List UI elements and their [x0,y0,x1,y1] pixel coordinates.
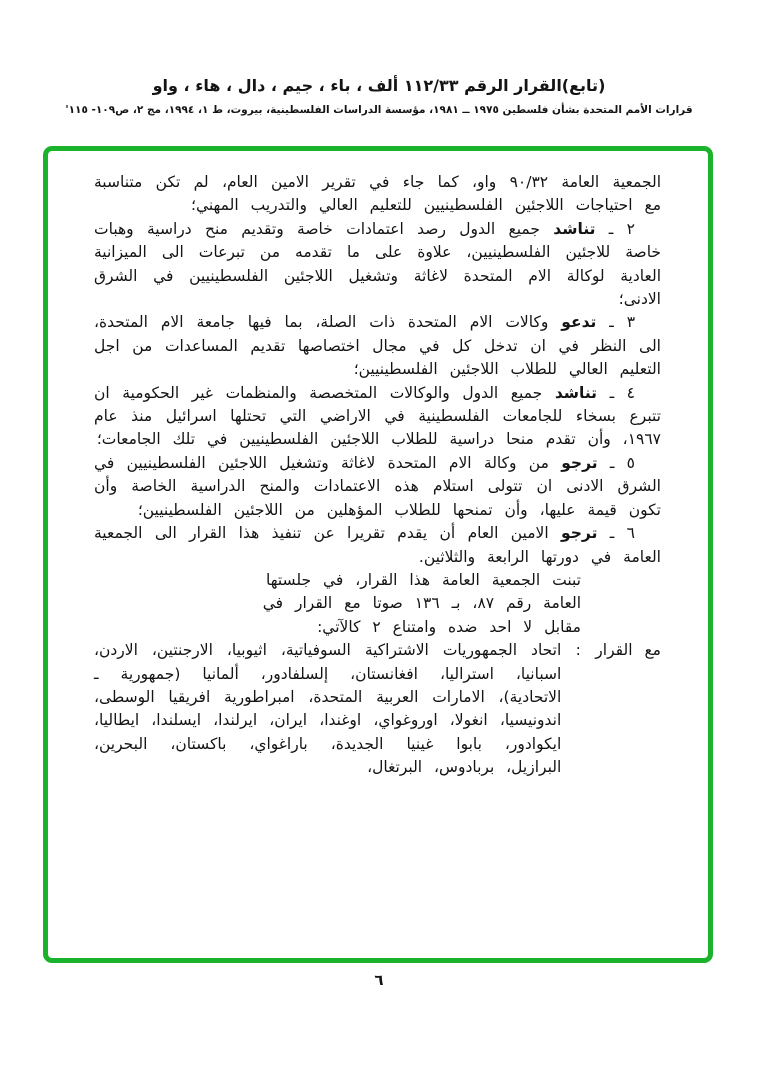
operative-paragraph-2 [94,218,661,312]
paragraph-number: ٢ ـ [608,219,635,238]
paragraph-text: جميع الدول والوكالات المتخصصة والمنظمات غير الحكومية ان تتبرع بسخاء للجامعات الفلسطينية في الاراضي التي تحتلها اسرائيل منذ عام ١٩٦٧، وأن تقدم منحا دراسية للطلاب اللاجئين الفلسطينيين في تلك الجامعات؛ [94,383,661,449]
adoption-note: تبنت الجمعية العامة هذا القرار، في جلستها العامة رقم ٨٧، بـ ١٣٦ صوتا مع القرار في مقابل لا احد ضده وامتناع ٢ كالآتي: [262,570,581,636]
page-footer [0,970,758,989]
vote-countries-list: اتحاد الجمهوريات الاشتراكية السوفياتية، اثيوبيا، الارجنتين، الاردن، اسبانيا، استراليا، افغانستان، إلسلفادور، ألمانيا (جمهورية ـ الاتحادية)، الامارات العربية المتحدة، امبراطورية افريقيا الوسطى، اندونيسيا، انغولا، اوروغواي، اوغندا، ايران، ايرلندا، ايسلندا، ايطاليا، ايكوادور، بابوا غينيا الجديدة، باراغواي، باكستان، البحرين، البرازيل، بربادوس، البرتغال، [94,641,562,777]
paragraph-number: ٥ ـ [609,453,635,472]
resolution-title: (تابع)القرار الرقم ١١٢/٣٣ ألف ، باء ، جيم ، دال ، هاء ، واو [152,76,606,95]
document-header [0,76,758,116]
paragraph-text: الامين العام أن يقدم تقريرا عن تنفيذ هذا القرار الى الجمعية العامة في دورتها الرابعة والثلاثين. [94,524,661,566]
operative-paragraph-4 [94,382,661,452]
operative-paragraph-6 [94,522,661,569]
paragraph-continuation: الجمعية العامة ٩٠/٣٢ واو، كما جاء في تقرير الامين العام، لم تكن متناسبة مع احتياجات اللاجئين الفلسطينيين للتعليم العالي والتدريب المهني؛ [94,173,661,215]
operative-verb: تناشد [554,383,597,402]
operative-verb: ترجو [561,453,598,472]
paragraph-number: ٣ ـ [609,313,636,332]
operative-verb: ترجو [561,524,598,543]
paragraph-text: جميع الدول رصد اعتمادات خاصة وتقديم منح دراسية وهبات خاصة للاجئين الفلسطينيين، علاوة على ما تقدمه من تبرعات الى الميزانية العادية لوكالة الام المتحدة لاغاثة وتشغيل اللاجئين الفلسطينيين في الشرق الادنى؛ [94,219,661,309]
vote-record [94,639,661,779]
vote-separator: : [575,641,581,660]
vote-label: مع القرار [595,641,661,660]
paragraph-text: وكالات الام المتحدة ذات الصلة، بما فيها جامعة الام المتحدة، الى النظر في ان تدخل كل في مجال اختصاصها تقديم المساعدات من اجل التعليم العالي للطلاب اللاجئين الفلسطينيين؛ [94,313,661,379]
operative-paragraph-3 [94,311,661,381]
paragraph-number: ٤ ـ [609,383,635,402]
operative-verb: تدعو [561,313,597,332]
green-border-frame [43,146,713,963]
source-citation: قرارات الأمم المتحدة بشأن فلسطين ١٩٧٥ ــ ١٩٨١، مؤسسة الدراسات الفلسطينية، بيروت، ط ١، ١٩٩٤، مج ٢، ص١٠٩- ١١٥' [65,104,693,116]
operative-paragraph-5 [94,452,661,522]
paragraph-number: ٦ ـ [609,524,635,543]
operative-verb: تناشد [553,219,596,238]
paragraph-text: من وكالة الام المتحدة لاغاثة وتشغيل اللاجئين الفلسطينيين في الشرق الادنى ان تتولى استلام هذه الاعتمادات والمنح الدراسية الخاصة وأن تكون قيمة عليها، وأن تمنحها للطلاب المؤهلين من اللاجئين الفلسطينيين؛ [94,453,661,519]
page-number: ٦ [374,971,384,989]
resolution-body [48,151,708,780]
